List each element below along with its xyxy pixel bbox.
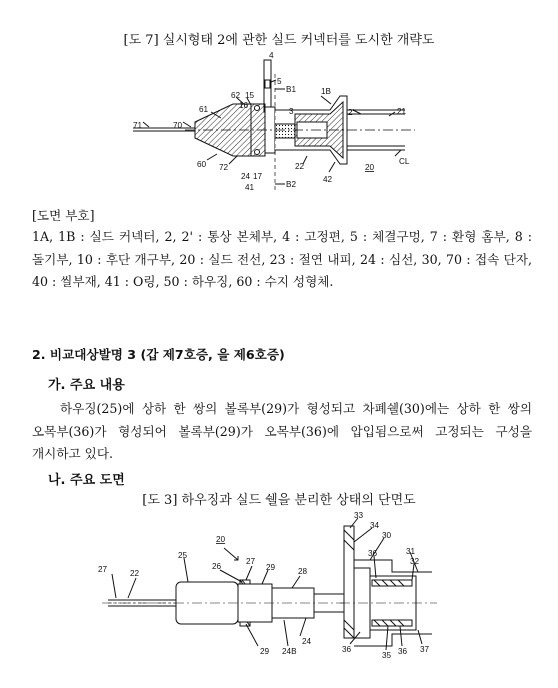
fig3-label-24B: 24B [282,647,297,656]
fig3-label-27b: 27 [98,565,108,574]
fig3-label-32: 32 [410,557,420,566]
fig3-section-svg [92,512,442,662]
fig3-label-31: 31 [406,547,416,556]
fig7-label-60: 60 [197,160,207,169]
fig3-label-36c: 36 [398,647,408,656]
fig7-label-62: 62 [231,91,241,100]
fig7-label-42: 42 [323,175,333,184]
fig7-label-CL: CL [399,157,410,166]
fig3-caption: [도 3] 하우징과 실드 쉘을 분리한 상태의 단면도 [142,493,416,508]
fig3-label-29b: 29 [260,647,270,656]
fig7-label-70: 70 [173,121,183,130]
fig3-label-35: 35 [382,651,392,660]
fig7-label-17: 17 [253,172,263,181]
fig3-label-29a: 29 [266,563,276,572]
section2-title: 2. 비교대상발명 3 (갑 제7호증, 을 제6호증) [32,347,285,362]
fig7-drawing [125,52,425,202]
fig7-label-72: 72 [219,163,229,172]
fig7-label-15: 15 [245,91,255,100]
fig3-label-36b: 36 [342,645,352,654]
fig7-label-2p: 2' [348,108,355,117]
fig7-connector-svg [125,52,425,202]
fig3-label-22: 22 [130,569,140,578]
fig3-drawing [92,512,442,662]
fig7-label-22: 22 [295,162,305,171]
legend-heading: [도면 부호] [32,208,95,223]
fig7-label-5: 5 [277,77,282,86]
section2-sub-b: 나. 주요 도면 [48,473,125,488]
section2-sub-a: 가. 주요 내용 [48,378,125,393]
fig7-label-21: 21 [397,107,407,116]
fig3-label-20: 20 [216,535,226,544]
fig3-label-37: 37 [420,645,430,654]
fig3-label-24: 24 [302,637,312,646]
fig7-label-20: 20 [365,163,375,172]
fig3-label-28: 28 [298,567,308,576]
section2-content: 하우징(25)에 상하 한 쌍의 볼록부(29)가 형성되고 차폐쉘(30)에는 상하 한 쌍의 오목부(36)가 형성되어 볼록부(29)가 오목부(36)에 압입됨으로써 고정되는 구성을 개시하고 있다. [32,401,532,462]
legend-text: 1A, 1B : 실드 커넥터, 2, 2' : 통상 본체부, 4 : 고정편, 5 : 체결구멍, 7 : 환형 홈부, 8 : 돌기부, 10 : 후단 개구부, 20 : 실드 전선, 23 : 절연 내피, 24 : 심선, 30, 70 : 접속 단자, 40 : 씰부재, 41 : O링, 50 : 하우징, 60 : 수지 성형체. [32,229,532,290]
fig3-label-36a: 36 [368,549,378,558]
fig7-label-71: 71 [133,121,143,130]
fig3-label-27a: 27 [246,557,256,566]
fig7-label-61: 61 [199,105,209,114]
fig7-label-41: 41 [245,183,255,192]
fig7-label-B1: B1 [286,85,297,94]
fig7-label-1B: 1B [321,87,332,96]
fig7-label-B2: B2 [286,180,297,189]
fig7-label-24: 24 [241,172,251,181]
fig7-label-3: 3 [289,107,294,116]
fig7-seal [275,124,295,138]
fig3-label-25: 25 [178,551,188,560]
fig7-label-16: 16 [239,101,249,110]
fig3-label-26: 26 [212,562,222,571]
fig3-label-33: 33 [354,512,364,520]
fig7-caption: [도 7] 실시형태 2에 관한 실드 커넥터를 도시한 개략도 [123,33,435,48]
fig3-label-34: 34 [370,521,380,530]
fig3-label-30: 30 [382,531,392,540]
fig7-label-4: 4 [269,52,274,60]
